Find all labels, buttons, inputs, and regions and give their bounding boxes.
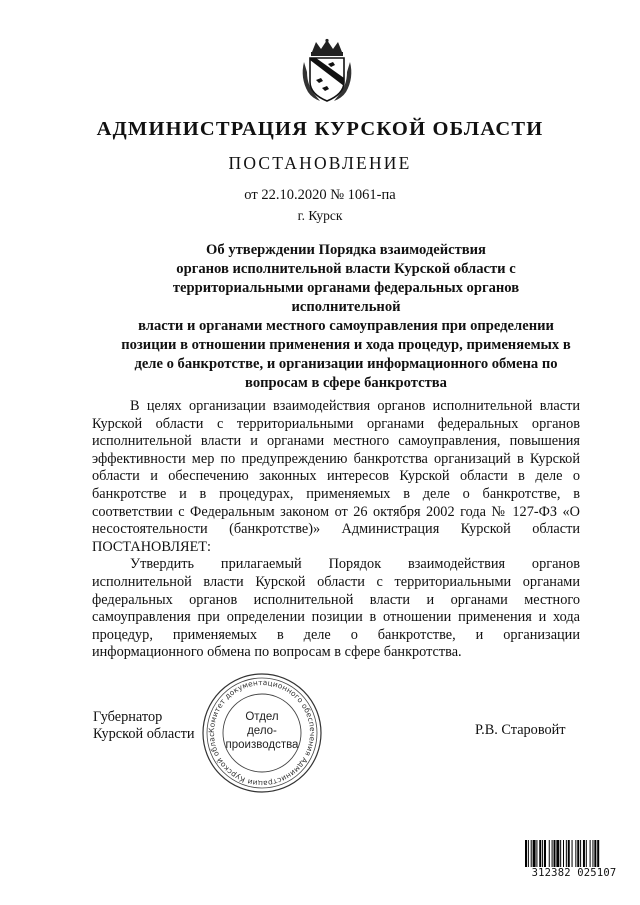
official-stamp <box>201 672 323 794</box>
document-type-heading: ПОСТАНОВЛЕНИЕ <box>228 153 412 173</box>
document-city: г. Курск <box>297 208 343 223</box>
document-title <box>120 241 572 393</box>
svg-text:дело-: дело- <box>247 725 277 737</box>
document-body <box>92 398 580 662</box>
title-line: органов исполнительной власти Курской области с <box>176 261 516 277</box>
signatory-position <box>93 709 195 743</box>
svg-text:Отдел: Отдел <box>245 711 279 723</box>
signatory-position-line: Курской области <box>93 726 195 742</box>
title-line: территориальными органами федеральных органов исполнительной <box>172 280 520 315</box>
body-paragraph-preamble: В целях организации взаимодействия органов исполнительной власти Курской области с территориальными органами федеральных органов исполнительной власти и органами местного самоуправления, повышения эффективности мер по предупреждению банкротства организаций в Курской области и обеспечению законных интересов Курской области в деле о банкротстве и в процедурах, применяемых в деле о банкротстве, в соответствии с Федеральным законом от 26 октября 2002 года № 127-ФЗ «О несостоятельности (банкротстве)» Администрация Курской области ПОСТАНОВЛЯЕТ: <box>92 398 580 555</box>
signatory-name: Р.В. Старовойт <box>475 722 566 738</box>
signatory-position-line: Губернатор <box>93 709 163 725</box>
title-line: власти и органами местного самоуправления при определении <box>138 318 554 334</box>
svg-text:Комитет документационного обес: Комитет документационного обеспечения Администрации Курской облас <box>206 677 318 789</box>
barcode-number: 312382 025107 <box>524 867 624 879</box>
title-line: деле о банкротстве, и организации информационного обмена по <box>134 356 558 372</box>
document-number-date: от 22.10.2020 № 1061-па <box>244 187 396 203</box>
coat-of-arms-emblem <box>298 38 356 104</box>
title-line: Об утверждении Порядка взаимодействия <box>206 242 486 258</box>
title-line: позиции в отношении применения и хода процедур, применяемых в <box>121 337 571 353</box>
organization-heading: АДМИНИСТРАЦИЯ КУРСКОЙ ОБЛАСТИ <box>96 118 544 140</box>
body-paragraph-resolution: Утвердить прилагаемый Порядок взаимодействия органов исполнительной власти Курской области с территориальными органами федеральных органов исполнительной власти и органами местного самоуправления при определении позиции в отношении применения и хода процедур, применяемых в деле о банкротстве, и организации информационного обмена по вопросам в сфере банкротства. <box>92 556 580 661</box>
title-line: вопросам в сфере банкротства <box>245 375 447 391</box>
svg-text:производства: производства <box>225 739 299 751</box>
